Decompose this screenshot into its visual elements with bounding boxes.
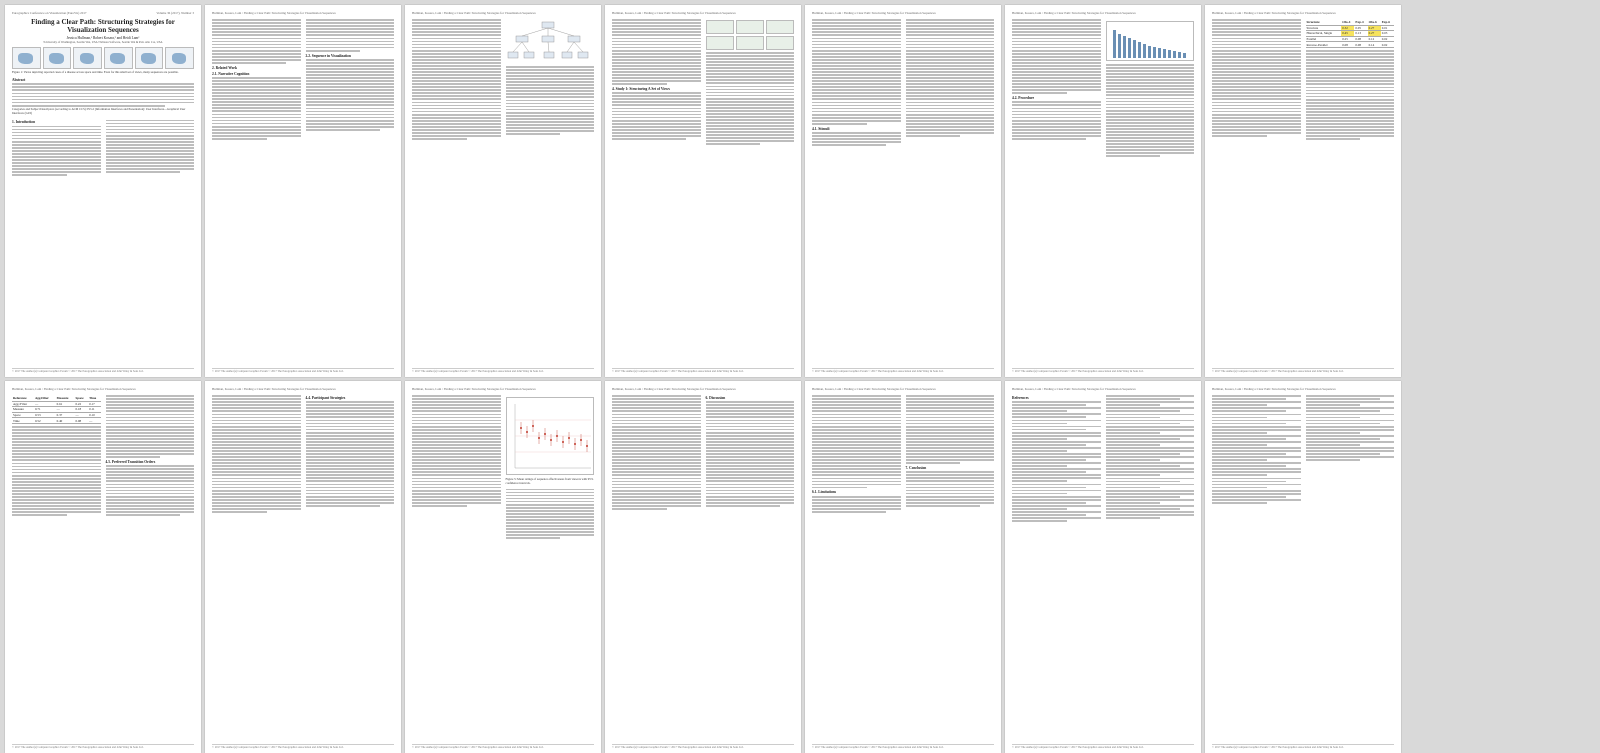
page-12: Hullman, Kosara, Lam / Finding a Clear Path: Structuring Strategies for Visualization Sequences 6.1. Limitations 7. Conclusion © 2017 The Author(s) Computer Graphics Forum © 2017 The Eurographics Association and John Wiley & Sons Ltd.: [805, 381, 1001, 753]
table-row: Space 0.53 0.37 — 0.10: [12, 412, 101, 418]
table-row: Reverse-Parallel 0.08 0.08 0.14 0.02: [1306, 42, 1395, 48]
page-13: Hullman, Kosara, Lam / Finding a Clear Path: Structuring Strategies for Visualization Sequences References © 2017 The Author(s) Computer Graphics Forum © 2017 The Eurographics Association and John Wiley & Sons Ltd.: [1005, 381, 1201, 753]
page-14: Hullman, Kosara, Lam / Finding a Clear Path: Structuring Strategies for Visualization Sequences © 2017 The Author(s) Computer Graphics Forum © 2017 The Eurographics Association and John Wiley & Sons Ltd.: [1205, 381, 1401, 753]
reference-list: [1306, 395, 1395, 461]
page-1: [5, 5, 201, 377]
section-heading: 2.2. Sequence in Visualization: [305, 53, 351, 58]
section-heading: 2.1. Narrative Cognition: [212, 71, 250, 76]
reference-list: [1106, 395, 1195, 519]
abstract-heading: Abstract: [12, 78, 26, 83]
section-heading: 4.2. Procedure: [1012, 96, 1035, 101]
teaser-map: [43, 47, 72, 69]
figure-caption: Figure 1: Views depicting reported cases of a disease across space and time. Even for this small set of views, many sequences are possible.: [12, 70, 179, 75]
dot-plot-figure: [1106, 21, 1195, 61]
teaser-map: [135, 47, 164, 69]
page-9: Hullman, Kosara, Lam / Finding a Clear Path: Structuring Strategies for Visualization Sequences 4.4. Participant Strategies © 2017 The Author(s) Computer Graphics Forum © 2017 The Eurographics Association and John Wiley & Sons Ltd.: [205, 381, 401, 753]
teaser-map: [73, 47, 102, 69]
ratings-chart-figure: [506, 397, 595, 475]
tree-diagram: [506, 20, 595, 64]
running-head: Hullman, Kosara, Lam / Finding a Clear Path: Structuring Strategies for Visualization Sequences: [212, 11, 336, 15]
section-heading: 4.5. Preferred Transition Orders: [105, 459, 156, 464]
section-heading: 6. Discussion: [705, 396, 726, 400]
paper-title: Finding a Clear Path: Structuring Strategies for Visualization Sequences: [31, 18, 175, 34]
page-10: Hullman, Kosara, Lam / Finding a Clear Path: Structuring Strategies for Visualization Sequences Figure 5: Mean ratings of sequence effectiveness from viewers with 95% confidence intervals. © 2017 The Author(s) Computer Graphics Forum © 2017 The Eurographics Association and John Wiley & Sons Ltd.: [405, 381, 601, 753]
section-heading: 7. Conclusion: [905, 466, 927, 471]
page-4: Hullman, Kosara, Lam / Finding a Clear Path: Structuring Strategies for Visualization Sequences 4. Study 1: Structuring A Set of Views © 2017 The Author(s) Computer Graphics Forum © 2017 The Eurographics Association and John Wiley & Sons Ltd.: [605, 5, 801, 377]
section-heading: References: [1012, 396, 1029, 400]
transition-table: Reference Agg.Filter Measure Space Time Agg./Filter — 0.61 0.22 0.17 Measure 0.71 — 0.18 0.11 Space 0.53 0.37 — 0.10 Time 0.52 0.40 0.08 —: [12, 396, 101, 424]
figure-caption: Figure 5: Mean ratings of sequence effectiveness from viewers with 95% confidence intervals.: [505, 477, 594, 485]
page-3: Hullman, Kosara, Lam / Finding a Clear Path: Structuring Strategies for Visualization Sequences © 2017 The Author(s) Computer Graphics Forum © 2017 The Eurographics Association and John Wiley & Sons Ltd.: [405, 5, 601, 377]
page-2: Hullman, Kosara, Lam / Finding a Clear Path: Structuring Strategies for Visualization Sequences 2. Related Work 2.1. Narrative Cognition 2.2. Sequence in Visualization © 2017 The Author(s) Computer Graphics Forum © 2017 The Eurographics Association and John Wiley & Sons Ltd.: [205, 5, 401, 377]
table-row: Hierarchical, Single 0.45 0.13 0.27 0.03: [1306, 31, 1395, 37]
teaser-map: [104, 47, 133, 69]
section-heading: 1. Introduction: [12, 120, 36, 125]
section-heading: 4. Study 1: Structuring A Set of Views: [612, 87, 670, 92]
table-row: Parallel 0.25 0.08 0.12 0.02: [1306, 36, 1395, 42]
section-heading: 2. Related Work: [212, 65, 237, 70]
teaser-map: [12, 47, 41, 69]
table-row: Structure 0.32 0.05 0.27 0.01: [1306, 25, 1395, 31]
teaser-figure: [12, 47, 194, 69]
page-5: Hullman, Kosara, Lam / Finding a Clear Path: Structuring Strategies for Visualization Sequences 4.1. Stimuli © 2017 The Author(s) Computer Graphics Forum © 2017 The Eurographics Association and John Wiley & Sons Ltd.: [805, 5, 1001, 377]
section-heading: 6.1. Limitations: [812, 490, 837, 495]
reference-list: [1212, 395, 1301, 503]
structure-table: Structure Obs-4 Exp-4 Obs-6 Exp-6 Structure 0.32 0.05 0.27 0.01 Hierarchical, Single 0.45 0.13 0.27 0.03 Parallel 0.25 0.08 0.12 0.02 Reverse-Parallel 0.08 0.08 0.14 0.02: [1306, 20, 1395, 48]
section-heading: 4.1. Stimuli: [812, 126, 830, 131]
table-row: Measure 0.71 — 0.18 0.11: [12, 407, 101, 413]
table-row: Agg./Filter — 0.61 0.22 0.17: [12, 401, 101, 407]
ccs-text: Categories and Subject Descriptors (according to ACM CCS): H.5.2 [Information Interfaces and Presentation]: User Interfaces—Graphical User Interfaces (GUI): [12, 106, 186, 115]
reference-list: [1012, 401, 1101, 522]
page-7: Hullman, Kosara, Lam / Finding a Clear Path: Structuring Strategies for Visualization Sequences Structure Obs-4 Exp-4 Obs-6 Exp-6 Structure 0.32 0.05 0.27 0.01 Hierarchical, Single 0.45 0.13 0.27 0.03 Parallel 0.25 0.08 0.12 0.02 Reverse-Parallel 0.08 0.08 0.14 0.02 © 2017 The Author(s) Computer Graphics Forum © 2017 The Eurographics Association and John Wiley & Sons Ltd.: [1205, 5, 1401, 377]
page-8: Hullman, Kosara, Lam / Finding a Clear Path: Structuring Strategies for Visualization Sequences Reference Agg.Filter Measure Space Time Agg./Filter — 0.61 0.22 0.17 Measure 0.71 — 0.18 0.11 Space 0.53 0.37 — 0.10 Time 0.52 0.40 0.08 — 4.5. Preferred Transition Orders © 2017 The Author(s) Computer Graphics Forum © 2017 The Eurographics Association and John Wiley & Sons Ltd.: [5, 381, 201, 753]
paper-authors: Jessica Hullman,¹ Robert Kosara,² and Heidi Lam²: [66, 36, 140, 41]
table-row: Time 0.52 0.40 0.08 —: [12, 418, 101, 424]
page-11: Hullman, Kosara, Lam / Finding a Clear Path: Structuring Strategies for Visualization Sequences 6. Discussion © 2017 The Author(s) Computer Graphics Forum © 2017 The Eurographics Association and John Wiley & Sons Ltd.: [605, 381, 801, 753]
teaser-map: [165, 47, 194, 69]
abstract-text: [12, 83, 194, 106]
us-maps-figure: [706, 20, 795, 50]
section-heading: 4.4. Participant Strategies: [305, 396, 346, 400]
paper-affiliation: ¹University of Washington, Seattle WA, USA ²Tableau Software, Seattle WA & Palo Alto CA, USA: [43, 40, 163, 45]
copyright-footer: © 2017 The Author(s) Computer Graphics Forum © 2017 The Eurographics Association and John Wiley & Sons Ltd.: [12, 368, 194, 373]
page-header: Eurographics Conference on Visualization (EuroVis) 2017 Volume 36 (2017), Number 3: [12, 11, 194, 15]
page-6: Hullman, Kosara, Lam / Finding a Clear Path: Structuring Strategies for Visualization Sequences 4.2. Procedure © 2017 The Author(s) Computer Graphics Forum © 2017 The Eurographics Association and John Wiley & Sons Ltd.: [1005, 5, 1201, 377]
